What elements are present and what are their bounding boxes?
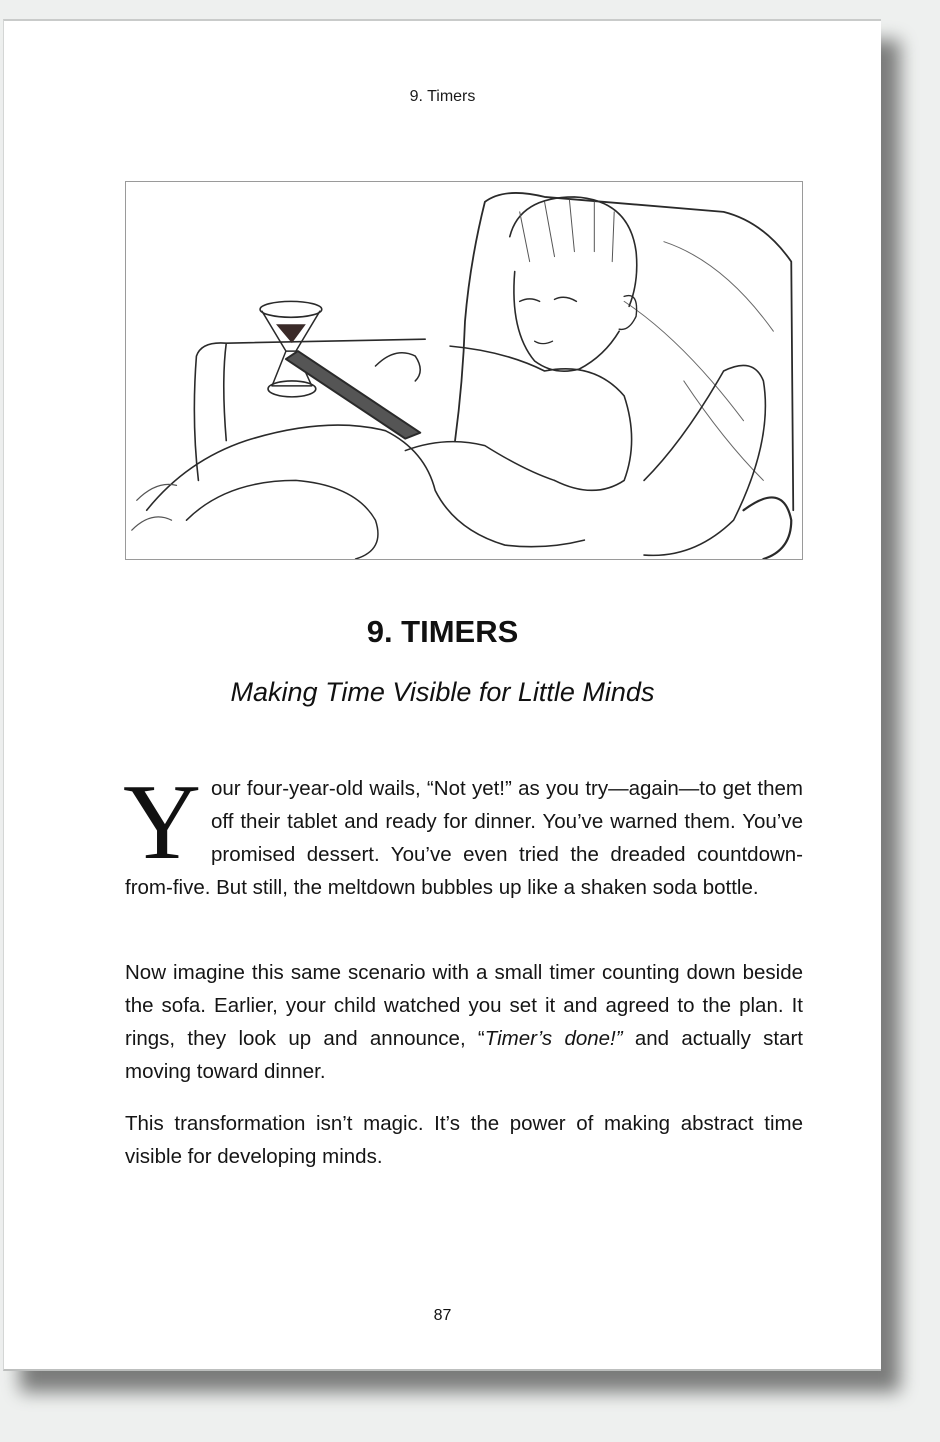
- paragraph-1-text: our four-year-old wails, “Not yet!” as you try—again—to get them off their tablet and ready for dinner. You’ve warned them. You’ve promised dessert. You’ve even tried the dreaded countdown-from-five. But still, the meltdown bubbles up like a shaken soda bottle.: [125, 777, 803, 899]
- child-head: [510, 197, 637, 371]
- child-arm: [405, 442, 554, 481]
- side-pillow: [644, 365, 765, 555]
- child-shirt: [450, 346, 632, 490]
- book-page: [3, 19, 881, 1371]
- child-legs: [147, 425, 585, 547]
- running-head: 9. Timers: [409, 88, 476, 105]
- illustration-image: [126, 182, 802, 559]
- paragraph-3-text: This transformation isn’t magic. It’s the power of making abstract time visible for developing minds.: [125, 1112, 803, 1168]
- back-pillow: [455, 193, 793, 510]
- paragraph-2-text-end: and actually start moving toward dinner.: [125, 1027, 804, 1083]
- hourglass-icon: [260, 301, 322, 396]
- chapter-title: 9. TIMERS: [366, 614, 519, 649]
- chapter-illustration: [125, 181, 803, 560]
- chapter-subtitle: Making Time Visible for Little Minds: [230, 677, 655, 707]
- drop-cap: Y: [123, 763, 201, 882]
- page-number: 87: [433, 1307, 452, 1324]
- paragraph-1: [123, 763, 803, 904]
- paragraph-3: [125, 1107, 803, 1173]
- paragraph-2-text: Now imagine this same scenario with a small timer counting down beside the sofa. Earlier, your child watched you set it and agreed to the plan. It rings, they look up and announce, “: [125, 961, 803, 1050]
- paragraph-2-italic-quote: Timer’s done!”: [484, 1027, 623, 1050]
- paragraph-2: [125, 956, 803, 1088]
